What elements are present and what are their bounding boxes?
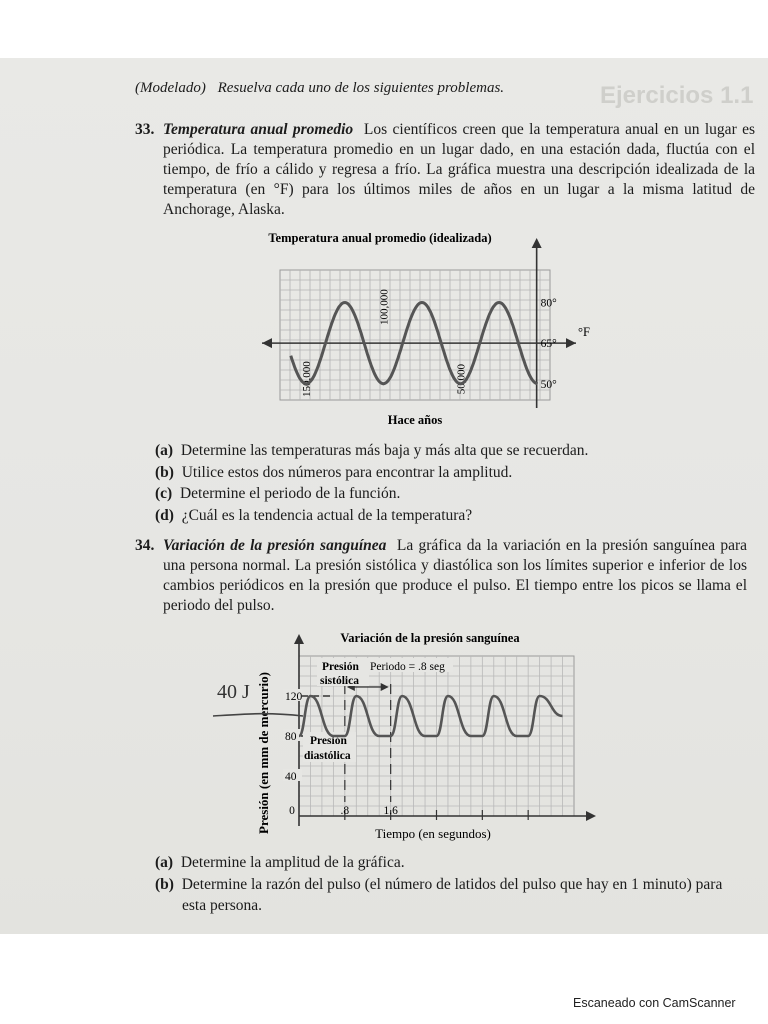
questions-34	[155, 852, 737, 917]
problem-34	[135, 536, 747, 616]
y-axis-label: Presión (en mm de mercurio)	[256, 672, 271, 834]
temperature-chart	[240, 228, 620, 428]
annotations	[301, 658, 453, 802]
problem-number: 34.	[135, 537, 155, 554]
diastolic-label: diastólica	[304, 750, 351, 762]
problem-33	[135, 120, 755, 220]
period-arrowhead	[381, 683, 389, 691]
question-letter: (a)	[155, 442, 174, 459]
question-b	[155, 874, 737, 917]
problem-body	[163, 536, 747, 616]
problem-text: Los científicos creen que la temperatura anual en un lugar es periódica. La temperatura promedio en un lugar dado, en una estación dada, fluctúa con el tiempo, de frío a cálido y regresa a frío. La gráfica muestra una descripción idealizada de la temperatura (en °F) para los últimos miles de años en un lugar a la misma latitud de Anchorage, Alaska.	[163, 121, 756, 218]
x-axis-label: Hace años	[387, 413, 443, 427]
y-tick-label: 40	[285, 771, 297, 783]
instructions	[135, 80, 504, 97]
question-text: Utilice estos dos números para encontrar la amplitud.	[181, 463, 513, 481]
question-text: ¿Cuál es la tendencia actual de la temperatura?	[181, 506, 473, 524]
scanner-watermark: Escaneado con CamScanner	[573, 996, 736, 1010]
x-tick-label: 150,000	[301, 361, 314, 397]
question-letter: (b)	[155, 463, 174, 481]
grid	[280, 270, 550, 400]
x-tick-label: 0	[289, 805, 295, 817]
problem-number: 33.	[135, 121, 155, 138]
problem-text: La gráfica da la variación en la presión sanguínea para una persona normal. La presión sistólica y diastólica son los límites superior e inferior de los cambios periódicos en la presión que produce el pulso. El tiempo entre los picos se llama el periodo del pulso.	[163, 537, 747, 614]
question-a	[155, 440, 588, 462]
x-tick-label: 100,000	[378, 289, 391, 325]
intro-text: Resuelva cada uno de los siguientes problemas.	[217, 80, 505, 96]
y-axis-label: °F	[578, 325, 590, 339]
x-tick-label: 50,000	[455, 364, 468, 395]
question-letter: (a)	[155, 854, 174, 871]
diastolic-label: Presión	[310, 735, 347, 747]
x-axis-arrow	[262, 338, 272, 348]
problem-body	[163, 120, 755, 220]
y-tick-label: 50°	[540, 378, 557, 391]
question-a	[155, 852, 737, 874]
period-label: Periodo = .8 seg	[370, 661, 445, 673]
chart-title: Temperatura anual promedio (idealizada)	[268, 231, 492, 245]
handwritten-note: 40 J	[217, 681, 250, 703]
y-axis-arrow	[532, 238, 542, 248]
y-tick-label: 65°	[540, 338, 557, 351]
question-b	[155, 462, 588, 484]
systolic-label: Presión	[322, 661, 359, 673]
problem-title: Temperatura anual promedio	[163, 121, 354, 138]
x-axis-label: Tiempo (en segundos)	[375, 826, 491, 841]
question-text: Determine el periodo de la función.	[179, 485, 401, 502]
questions-33	[155, 440, 588, 526]
question-text: Determine la amplitud de la gráfica.	[180, 854, 405, 871]
y-axis-arrow	[294, 634, 304, 644]
x-tick-label: 1.6	[383, 805, 398, 817]
question-text: Determine la razón del pulso (el número de latidos del pulso que hay en 1 minuto) para esta persona.	[181, 875, 723, 914]
systolic-label: sistólica	[320, 675, 359, 687]
question-d	[155, 505, 588, 527]
y-tick-label: 80	[285, 731, 297, 743]
grid-frame	[280, 270, 550, 400]
chart-title: Variación de la presión sanguínea	[340, 631, 520, 645]
question-letter: (c)	[155, 485, 173, 502]
x-axis-arrow	[566, 338, 576, 348]
question-letter: (b)	[155, 875, 174, 893]
bleed-through-text: Ejercicios 1.1	[600, 82, 754, 109]
y-tick-label: 80°	[540, 297, 557, 310]
question-text: Determine las temperaturas más baja y más alta que se recuerdan.	[180, 442, 589, 459]
intro-label: (Modelado)	[135, 80, 206, 96]
y-tick-label: 120	[285, 691, 303, 703]
question-letter: (d)	[155, 506, 174, 524]
x-axis-arrow	[586, 811, 596, 821]
question-c	[155, 483, 588, 505]
problem-title: Variación de la presión sanguínea	[163, 537, 387, 554]
blood-pressure-chart	[205, 628, 605, 846]
x-tick-label: .8	[340, 805, 350, 817]
